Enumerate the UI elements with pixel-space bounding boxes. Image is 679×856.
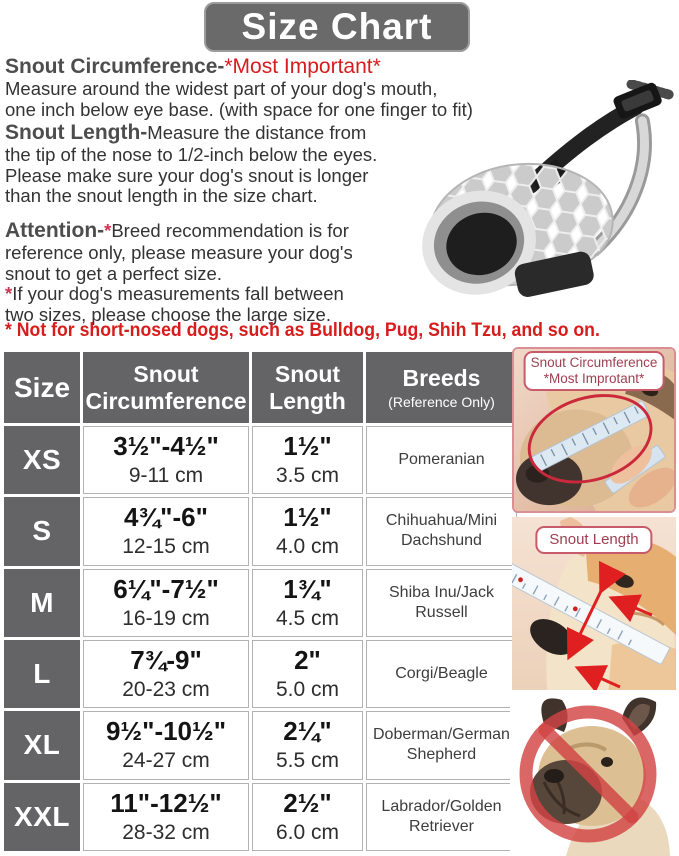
length-cell: 1½" 4.0 cm: [252, 497, 363, 565]
col-header-length: Snout Length: [252, 352, 363, 423]
circumference-cell: 7¾-9" 20-23 cm: [83, 640, 249, 708]
length-cell: 2½" 6.0 cm: [252, 783, 363, 851]
size-cell: M: [4, 569, 80, 637]
body-line: *If your dog's measurements fall between: [5, 283, 344, 304]
photo-snout-length-measurement: [512, 517, 676, 698]
length-cell: 2¼" 5.5 cm: [252, 711, 363, 779]
length-cell: 1½" 3.5 cm: [252, 426, 363, 494]
breeds-cell: Pomeranian: [366, 426, 517, 494]
bulldog-no-sign: [510, 690, 678, 856]
section-attention: [5, 219, 353, 325]
size-table: [4, 352, 510, 851]
size-cell: XXL: [4, 783, 80, 851]
section-snout-circumference: [5, 55, 473, 120]
panel-label-length: Snout Length: [535, 526, 652, 554]
body-line: Measure around the widest part of your dog's mouth,: [5, 78, 438, 99]
breeds-cell: Doberman/German Shepherd: [366, 711, 517, 779]
breeds-cell: Corgi/Beagle: [366, 640, 517, 708]
size-cell: L: [4, 640, 80, 708]
col-header-breeds: Breeds (Reference Only): [366, 352, 517, 423]
body-line: snout to get a perfect size.: [5, 262, 222, 284]
section-heading: Attention-*Breed recommendation is for: [5, 219, 349, 242]
circumference-cell: 9½"-10½" 24-27 cm: [83, 711, 249, 779]
body-line: two sizes, please choose the large size.: [5, 303, 331, 325]
circumference-cell: 3½"-4½" 9-11 cm: [83, 426, 249, 494]
breeds-cell: Chihuahua/Mini Dachshund: [366, 497, 517, 565]
breeds-cell: Labrador/Golden Retriever: [366, 783, 517, 851]
panel-label-circumference: Snout Circumference *Most Improtant*: [524, 351, 665, 391]
breeds-cell: Shiba Inu/Jack Russell: [366, 569, 517, 637]
photo-prohibited-bulldog: [510, 690, 678, 856]
col-header-circumference: Snout Circumference: [83, 352, 249, 423]
col-header-size: Size: [4, 352, 80, 423]
body-line: one inch below eye base. (with space for one finger to fit): [5, 98, 473, 120]
body-line: Please make sure your dog's snout is longer: [5, 164, 369, 186]
photo-snout-circumference-measurement: [512, 347, 676, 513]
body-line: than the snout length in the size chart.: [5, 185, 318, 206]
section-heading: Snout Length-Measure the distance from: [5, 121, 367, 144]
body-line: reference only, please measure your dog's: [5, 242, 353, 263]
dog-eye: [601, 757, 613, 767]
circumference-cell: 6¼"-7½" 16-19 cm: [83, 569, 249, 637]
length-cell: 1¾" 4.5 cm: [252, 569, 363, 637]
size-cell: XL: [4, 711, 80, 779]
short-nosed-warning: * Not for short-nosed dogs, such as Bulldog, Pug, Shih Tzu, and so on.: [5, 320, 600, 341]
circumference-cell: 4¾"-6" 12-15 cm: [83, 497, 249, 565]
section-heading: Snout Circumference-*Most Important*: [5, 55, 381, 78]
length-cell: 2" 5.0 cm: [252, 640, 363, 708]
body-line: the tip of the nose to 1/2-inch below the eyes.: [5, 144, 378, 165]
dog-nose: [544, 769, 564, 783]
circumference-cell: 11"-12½" 28-32 cm: [83, 783, 249, 851]
size-cell: XS: [4, 426, 80, 494]
section-snout-length: [5, 121, 377, 207]
page-title-banner: [204, 2, 470, 52]
size-cell: S: [4, 497, 80, 565]
page-title: Size Chart: [241, 6, 433, 47]
